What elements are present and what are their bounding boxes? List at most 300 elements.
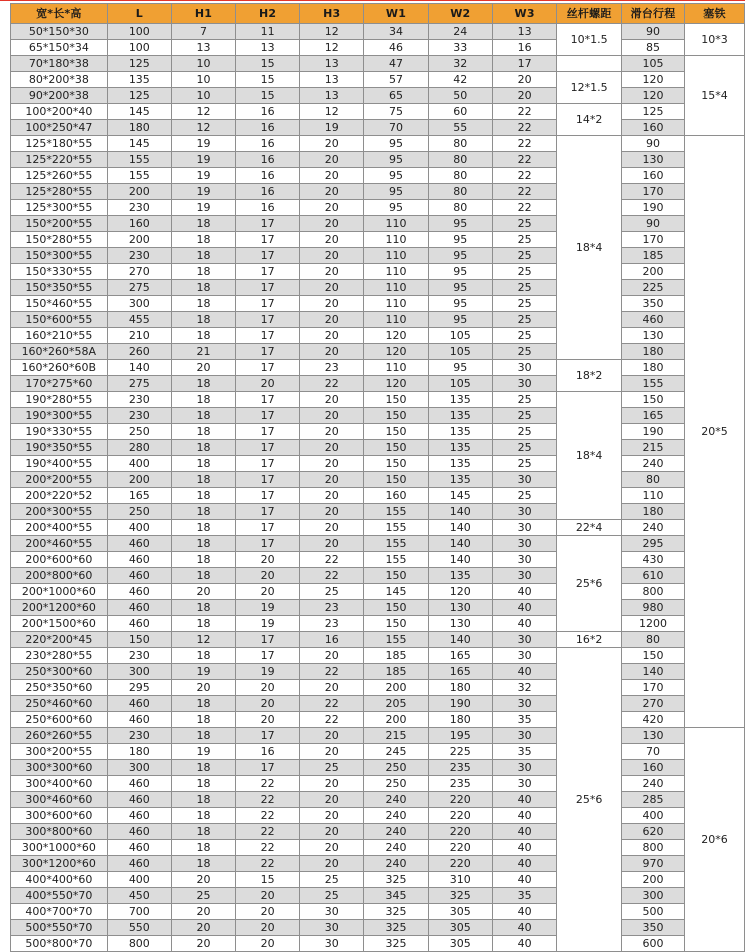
cell-size: 200*600*60 — [11, 552, 108, 568]
table-row — [11, 56, 745, 72]
cell-w3: 35 — [492, 744, 556, 760]
cell-h3: 23 — [300, 600, 364, 616]
cell-l: 160 — [107, 216, 171, 232]
cell-l: 280 — [107, 440, 171, 456]
cell-size: 200*460*55 — [11, 536, 108, 552]
table-row — [11, 88, 745, 104]
cell-w2: 95 — [428, 264, 492, 280]
cell-pitch: 18*4 — [557, 136, 622, 360]
table-row — [11, 424, 745, 440]
cell-h3: 20 — [300, 168, 364, 184]
cell-stroke: 600 — [622, 936, 685, 952]
cell-h3: 20 — [300, 648, 364, 664]
cell-gib: 15*4 — [684, 56, 744, 136]
cell-h1: 20 — [171, 680, 235, 696]
table-row — [11, 24, 745, 40]
table-row — [11, 408, 745, 424]
cell-h3: 22 — [300, 664, 364, 680]
cell-size: 190*300*55 — [11, 408, 108, 424]
cell-w2: 180 — [428, 712, 492, 728]
cell-w1: 150 — [364, 408, 428, 424]
cell-w2: 305 — [428, 904, 492, 920]
cell-w2: 180 — [428, 680, 492, 696]
table-row — [11, 872, 745, 888]
cell-h2: 19 — [236, 600, 300, 616]
cell-l: 100 — [107, 24, 171, 40]
table-row — [11, 40, 745, 56]
cell-w2: 80 — [428, 152, 492, 168]
cell-w3: 16 — [492, 40, 556, 56]
cell-w3: 40 — [492, 616, 556, 632]
cell-w3: 35 — [492, 712, 556, 728]
cell-l: 275 — [107, 280, 171, 296]
cell-size: 300*460*60 — [11, 792, 108, 808]
cell-h2: 20 — [236, 696, 300, 712]
cell-h2: 17 — [236, 536, 300, 552]
cell-w1: 150 — [364, 456, 428, 472]
cell-stroke: 120 — [622, 88, 685, 104]
table-row — [11, 664, 745, 680]
cell-stroke: 190 — [622, 424, 685, 440]
cell-stroke: 350 — [622, 296, 685, 312]
table-row — [11, 632, 745, 648]
cell-h2: 20 — [236, 376, 300, 392]
cell-w3: 13 — [492, 24, 556, 40]
cell-h2: 22 — [236, 808, 300, 824]
cell-w3: 40 — [492, 840, 556, 856]
cell-w1: 110 — [364, 280, 428, 296]
cell-size: 150*200*55 — [11, 216, 108, 232]
cell-l: 210 — [107, 328, 171, 344]
col-header-w3: W3 — [492, 4, 556, 24]
cell-stroke: 285 — [622, 792, 685, 808]
cell-stroke: 800 — [622, 584, 685, 600]
cell-stroke: 420 — [622, 712, 685, 728]
cell-stroke: 150 — [622, 392, 685, 408]
cell-stroke: 180 — [622, 360, 685, 376]
cell-w3: 30 — [492, 376, 556, 392]
cell-pitch: 16*2 — [557, 632, 622, 648]
cell-h1: 18 — [171, 568, 235, 584]
cell-h3: 13 — [300, 72, 364, 88]
cell-l: 550 — [107, 920, 171, 936]
cell-h3: 20 — [300, 344, 364, 360]
cell-w2: 130 — [428, 616, 492, 632]
cell-h1: 19 — [171, 184, 235, 200]
cell-h2: 17 — [236, 632, 300, 648]
col-header-size: 宽*长*高 — [11, 4, 108, 24]
cell-w2: 135 — [428, 392, 492, 408]
cell-w2: 140 — [428, 520, 492, 536]
cell-size: 160*210*55 — [11, 328, 108, 344]
cell-h3: 19 — [300, 120, 364, 136]
cell-h2: 17 — [236, 760, 300, 776]
cell-stroke: 130 — [622, 728, 685, 744]
cell-h3: 20 — [300, 136, 364, 152]
cell-h2: 20 — [236, 888, 300, 904]
cell-h2: 15 — [236, 88, 300, 104]
cell-stroke: 225 — [622, 280, 685, 296]
cell-w2: 24 — [428, 24, 492, 40]
cell-h3: 20 — [300, 216, 364, 232]
cell-h1: 18 — [171, 792, 235, 808]
cell-w2: 80 — [428, 136, 492, 152]
cell-h3: 20 — [300, 840, 364, 856]
cell-h2: 17 — [236, 648, 300, 664]
cell-stroke: 140 — [622, 664, 685, 680]
cell-h1: 18 — [171, 248, 235, 264]
cell-h3: 20 — [300, 472, 364, 488]
cell-w3: 22 — [492, 120, 556, 136]
cell-w2: 190 — [428, 696, 492, 712]
cell-h1: 10 — [171, 88, 235, 104]
cell-h2: 22 — [236, 824, 300, 840]
cell-h3: 20 — [300, 808, 364, 824]
cell-w2: 195 — [428, 728, 492, 744]
cell-w2: 220 — [428, 840, 492, 856]
cell-h2: 17 — [236, 280, 300, 296]
cell-stroke: 80 — [622, 472, 685, 488]
table-row — [11, 792, 745, 808]
cell-h2: 20 — [236, 552, 300, 568]
cell-l: 125 — [107, 88, 171, 104]
cell-h1: 18 — [171, 536, 235, 552]
table-row — [11, 936, 745, 952]
cell-w2: 95 — [428, 280, 492, 296]
cell-w1: 240 — [364, 792, 428, 808]
cell-h1: 19 — [171, 168, 235, 184]
cell-h1: 12 — [171, 632, 235, 648]
cell-w2: 140 — [428, 632, 492, 648]
cell-stroke: 180 — [622, 344, 685, 360]
cell-size: 100*250*47 — [11, 120, 108, 136]
cell-w1: 240 — [364, 824, 428, 840]
cell-w1: 155 — [364, 520, 428, 536]
cell-h1: 18 — [171, 472, 235, 488]
cell-size: 125*280*55 — [11, 184, 108, 200]
cell-w3: 25 — [492, 424, 556, 440]
cell-w3: 40 — [492, 664, 556, 680]
cell-w3: 25 — [492, 248, 556, 264]
cell-size: 190*330*55 — [11, 424, 108, 440]
cell-stroke: 70 — [622, 744, 685, 760]
col-header-h3: H3 — [300, 4, 364, 24]
cell-w3: 25 — [492, 408, 556, 424]
cell-size: 150*350*55 — [11, 280, 108, 296]
cell-h2: 11 — [236, 24, 300, 40]
cell-w2: 32 — [428, 56, 492, 72]
cell-size: 200*200*55 — [11, 472, 108, 488]
cell-stroke: 190 — [622, 200, 685, 216]
cell-w3: 22 — [492, 152, 556, 168]
cell-h3: 30 — [300, 920, 364, 936]
cell-h3: 22 — [300, 712, 364, 728]
cell-w1: 110 — [364, 360, 428, 376]
cell-w1: 200 — [364, 680, 428, 696]
cell-h2: 17 — [236, 248, 300, 264]
cell-h1: 21 — [171, 344, 235, 360]
cell-stroke: 170 — [622, 184, 685, 200]
cell-w3: 25 — [492, 488, 556, 504]
cell-stroke: 170 — [622, 680, 685, 696]
cell-h1: 18 — [171, 264, 235, 280]
cell-w1: 160 — [364, 488, 428, 504]
cell-size: 150*280*55 — [11, 232, 108, 248]
cell-stroke: 120 — [622, 72, 685, 88]
cell-h2: 17 — [236, 312, 300, 328]
cell-h1: 20 — [171, 920, 235, 936]
cell-l: 460 — [107, 536, 171, 552]
cell-l: 135 — [107, 72, 171, 88]
cell-l: 460 — [107, 584, 171, 600]
table-row — [11, 328, 745, 344]
cell-size: 200*1200*60 — [11, 600, 108, 616]
cell-stroke: 300 — [622, 888, 685, 904]
cell-w3: 30 — [492, 568, 556, 584]
table-row — [11, 248, 745, 264]
cell-l: 250 — [107, 424, 171, 440]
col-header-gib: 塞铁 — [684, 4, 744, 24]
cell-w1: 150 — [364, 568, 428, 584]
table-row — [11, 696, 745, 712]
cell-h1: 18 — [171, 456, 235, 472]
cell-w1: 70 — [364, 120, 428, 136]
cell-w2: 105 — [428, 376, 492, 392]
cell-h3: 20 — [300, 680, 364, 696]
cell-h2: 17 — [236, 424, 300, 440]
cell-h1: 18 — [171, 392, 235, 408]
table-row — [11, 376, 745, 392]
cell-h1: 18 — [171, 376, 235, 392]
table-row — [11, 552, 745, 568]
table-row — [11, 392, 745, 408]
cell-h2: 16 — [236, 152, 300, 168]
cell-h1: 18 — [171, 440, 235, 456]
cell-size: 190*350*55 — [11, 440, 108, 456]
cell-h3: 20 — [300, 776, 364, 792]
cell-size: 90*200*38 — [11, 88, 108, 104]
table-row — [11, 808, 745, 824]
cell-h3: 20 — [300, 440, 364, 456]
cell-size: 160*260*58A — [11, 344, 108, 360]
cell-h3: 20 — [300, 248, 364, 264]
cell-h1: 10 — [171, 56, 235, 72]
cell-h1: 20 — [171, 936, 235, 952]
cell-size: 80*200*38 — [11, 72, 108, 88]
cell-size: 300*1200*60 — [11, 856, 108, 872]
cell-size: 125*180*55 — [11, 136, 108, 152]
cell-l: 460 — [107, 552, 171, 568]
table-row — [11, 232, 745, 248]
cell-w2: 165 — [428, 664, 492, 680]
cell-w2: 95 — [428, 312, 492, 328]
cell-h2: 17 — [236, 440, 300, 456]
cell-w1: 345 — [364, 888, 428, 904]
cell-size: 300*300*60 — [11, 760, 108, 776]
cell-h1: 20 — [171, 904, 235, 920]
cell-stroke: 460 — [622, 312, 685, 328]
cell-size: 230*280*55 — [11, 648, 108, 664]
table-row — [11, 216, 745, 232]
cell-h2: 20 — [236, 904, 300, 920]
cell-w2: 95 — [428, 248, 492, 264]
cell-w2: 120 — [428, 584, 492, 600]
cell-l: 200 — [107, 232, 171, 248]
cell-l: 155 — [107, 152, 171, 168]
cell-h2: 19 — [236, 616, 300, 632]
table-row — [11, 856, 745, 872]
cell-h1: 10 — [171, 72, 235, 88]
cell-w1: 185 — [364, 664, 428, 680]
cell-l: 460 — [107, 824, 171, 840]
cell-stroke: 180 — [622, 504, 685, 520]
cell-h1: 18 — [171, 808, 235, 824]
cell-size: 400*550*70 — [11, 888, 108, 904]
cell-w3: 25 — [492, 456, 556, 472]
cell-l: 460 — [107, 808, 171, 824]
cell-h1: 19 — [171, 744, 235, 760]
table-row — [11, 600, 745, 616]
cell-gib: 20*6 — [684, 728, 744, 952]
cell-stroke: 980 — [622, 600, 685, 616]
cell-w1: 215 — [364, 728, 428, 744]
cell-w2: 220 — [428, 856, 492, 872]
cell-pitch: 14*2 — [557, 104, 622, 136]
cell-size: 70*180*38 — [11, 56, 108, 72]
cell-w1: 325 — [364, 936, 428, 952]
cell-h2: 16 — [236, 200, 300, 216]
cell-l: 460 — [107, 792, 171, 808]
cell-stroke: 110 — [622, 488, 685, 504]
table-row — [11, 488, 745, 504]
table-row — [11, 136, 745, 152]
cell-h2: 16 — [236, 104, 300, 120]
cell-w2: 95 — [428, 296, 492, 312]
table-row — [11, 616, 745, 632]
cell-size: 150*460*55 — [11, 296, 108, 312]
cell-stroke: 350 — [622, 920, 685, 936]
cell-stroke: 240 — [622, 776, 685, 792]
cell-w2: 220 — [428, 792, 492, 808]
cell-size: 100*200*40 — [11, 104, 108, 120]
cell-l: 230 — [107, 408, 171, 424]
cell-w3: 40 — [492, 920, 556, 936]
cell-w1: 47 — [364, 56, 428, 72]
cell-w2: 225 — [428, 744, 492, 760]
cell-h3: 20 — [300, 232, 364, 248]
cell-l: 250 — [107, 504, 171, 520]
cell-w3: 30 — [492, 728, 556, 744]
table-row — [11, 536, 745, 552]
cell-stroke: 1200 — [622, 616, 685, 632]
col-header-h2: H2 — [236, 4, 300, 24]
cell-h3: 20 — [300, 536, 364, 552]
cell-w3: 25 — [492, 392, 556, 408]
cell-h3: 20 — [300, 200, 364, 216]
cell-h1: 18 — [171, 648, 235, 664]
cell-size: 400*700*70 — [11, 904, 108, 920]
cell-w1: 95 — [364, 168, 428, 184]
cell-w3: 40 — [492, 584, 556, 600]
cell-l: 145 — [107, 104, 171, 120]
cell-w2: 33 — [428, 40, 492, 56]
cell-h1: 18 — [171, 424, 235, 440]
table-row — [11, 728, 745, 744]
cell-h1: 7 — [171, 24, 235, 40]
cell-h1: 18 — [171, 232, 235, 248]
cell-h2: 22 — [236, 776, 300, 792]
cell-w3: 40 — [492, 856, 556, 872]
cell-h3: 20 — [300, 824, 364, 840]
cell-h3: 22 — [300, 376, 364, 392]
cell-w1: 95 — [364, 136, 428, 152]
cell-l: 300 — [107, 664, 171, 680]
cell-h3: 20 — [300, 264, 364, 280]
cell-w1: 240 — [364, 840, 428, 856]
cell-stroke: 170 — [622, 232, 685, 248]
cell-h1: 19 — [171, 200, 235, 216]
cell-size: 250*300*60 — [11, 664, 108, 680]
cell-w1: 325 — [364, 872, 428, 888]
cell-h3: 16 — [300, 632, 364, 648]
table-row — [11, 440, 745, 456]
cell-w2: 235 — [428, 760, 492, 776]
table-row — [11, 504, 745, 520]
cell-stroke: 215 — [622, 440, 685, 456]
table-row — [11, 152, 745, 168]
cell-h1: 18 — [171, 856, 235, 872]
cell-w1: 250 — [364, 760, 428, 776]
cell-l: 150 — [107, 632, 171, 648]
cell-h1: 18 — [171, 520, 235, 536]
cell-w2: 140 — [428, 552, 492, 568]
cell-h1: 18 — [171, 840, 235, 856]
cell-w1: 120 — [364, 344, 428, 360]
cell-w1: 120 — [364, 328, 428, 344]
table-row — [11, 584, 745, 600]
cell-h3: 20 — [300, 296, 364, 312]
cell-w3: 17 — [492, 56, 556, 72]
cell-l: 230 — [107, 648, 171, 664]
cell-l: 800 — [107, 936, 171, 952]
cell-h3: 20 — [300, 856, 364, 872]
cell-h1: 12 — [171, 120, 235, 136]
cell-w3: 20 — [492, 88, 556, 104]
cell-l: 100 — [107, 40, 171, 56]
cell-l: 230 — [107, 728, 171, 744]
cell-h3: 30 — [300, 904, 364, 920]
cell-l: 300 — [107, 296, 171, 312]
cell-w1: 155 — [364, 632, 428, 648]
cell-w1: 57 — [364, 72, 428, 88]
cell-w1: 34 — [364, 24, 428, 40]
cell-h3: 20 — [300, 184, 364, 200]
cell-size: 150*300*55 — [11, 248, 108, 264]
cell-h2: 22 — [236, 792, 300, 808]
cell-size: 250*460*60 — [11, 696, 108, 712]
cell-pitch: 10*1.5 — [557, 24, 622, 56]
cell-stroke: 200 — [622, 872, 685, 888]
cell-h1: 18 — [171, 616, 235, 632]
cell-l: 230 — [107, 248, 171, 264]
cell-h3: 20 — [300, 504, 364, 520]
cell-h1: 18 — [171, 712, 235, 728]
col-header-w1: W1 — [364, 4, 428, 24]
cell-w2: 135 — [428, 568, 492, 584]
cell-stroke: 130 — [622, 328, 685, 344]
cell-w3: 40 — [492, 792, 556, 808]
cell-w2: 140 — [428, 504, 492, 520]
